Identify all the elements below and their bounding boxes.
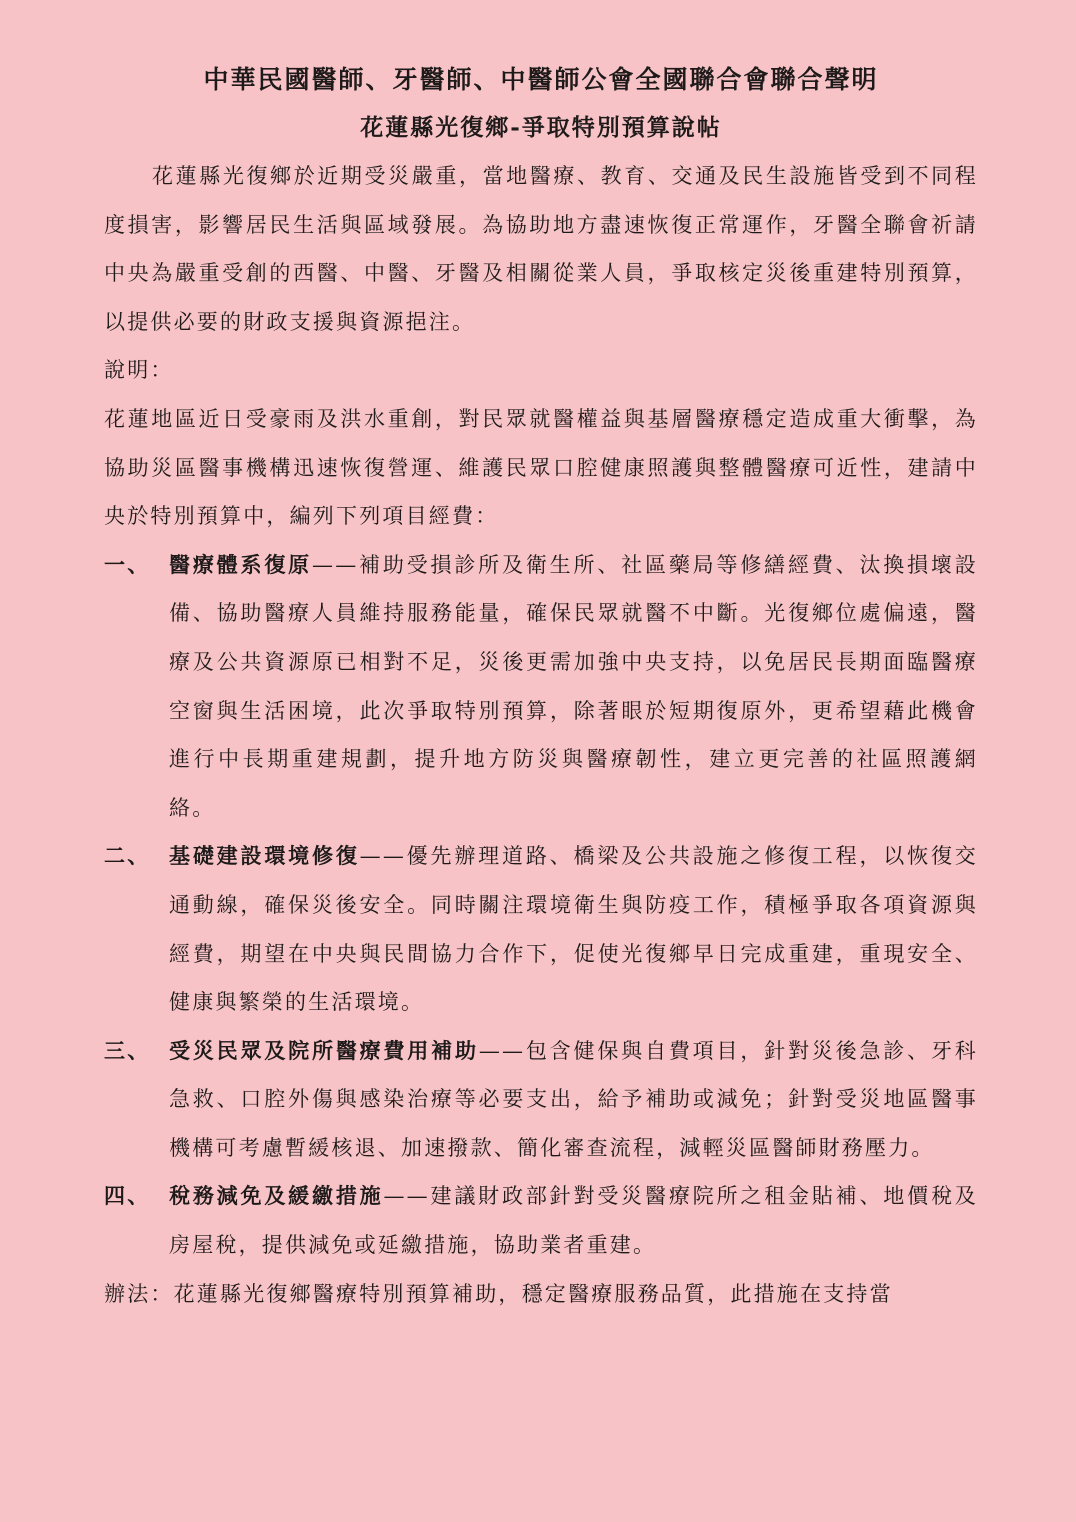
list-item [104,1027,978,1173]
method-paragraph: 辦法：花蓮縣光復鄉醫療特別預算補助，穩定醫療服務品質，此措施在支持當 [104,1281,893,1306]
item-body [169,541,978,833]
item-text: ——補助受損診所及衛生所、社區藥局等修繕經費、汰換損壞設備、協助醫療人員維持服務能量，確保民眾就醫不中斷。光復鄉位處偏遠，醫療及公共資源原已相對不足，災後更需加強中央支持，以免居民長期面臨醫療空窗與生活困境，此次爭取特別預算，除著眼於短期復原外，更希望藉此機會進行中長期重建規劃，提升地方防災與醫療韌性，建立更完善的社區照護網絡。 [169,552,978,820]
item-title: 醫療體系復原 [169,551,312,577]
item-title: 受災民眾及院所醫療費用補助 [169,1037,479,1063]
explanation-label: 說明： [104,358,174,383]
item-number: 一、 [104,551,151,577]
list-item [104,541,978,833]
item-body [169,832,978,1026]
item-text: ——包含健保與自費項目，針對災後急診、牙科急救、口腔外傷與感染治療等必要支出，給予補助或減免；針對受災地區醫事機構可考慮暫緩核退、加速撥款、簡化審查流程，減輕災區醫師財務壓力。 [169,1038,978,1160]
document-title: 中華民國醫師、牙醫師、中醫師公會全國聯合會聯合聲明 [203,65,879,94]
item-number: 二、 [104,843,151,869]
item-title: 稅務減免及緩繳措施 [169,1183,384,1209]
document-subtitle: 花蓮縣光復鄉-爭取特別預算說帖 [360,114,722,141]
item-number: 四、 [104,1183,151,1209]
item-text: ——建議財政部針對受災醫療院所之租金貼補、地價稅及房屋稅，提供減免或延繳措施，協助業者重建。 [169,1184,978,1258]
item-text: ——優先辦理道路、橋梁及公共設施之修復工程，以恢復交通動線，確保災後安全。同時關注環境衛生與防疫工作，積極爭取各項資源與經費，期望在中央與民間協力合作下，促使光復鄉早日完成重建，重現安全、健康與繁榮的生活環境。 [169,844,978,1015]
explanation-paragraph: 花蓮地區近日受豪雨及洪水重創，對民眾就醫權益與基層醫療穩定造成重大衝擊，為協助災區醫事機構迅速恢復營運、維護民眾口腔健康照護與整體醫療可近性，建請中央於特別預算中，編列下列項目經費： [104,406,978,529]
item-body [169,1172,978,1269]
intro-paragraph: 花蓮縣光復鄉於近期受災嚴重，當地醫療、教育、交通及民生設施皆受到不同程度損害，影響居民生活與區域發展。為協助地方盡速恢復正常運作，牙醫全聯會祈請中央為嚴重受創的西醫、中醫、牙醫及相關從業人員，爭取核定災後重建特別預算，以提供必要的財政支援與資源挹注。 [104,164,978,334]
item-body [169,1027,978,1173]
item-number: 三、 [104,1037,151,1063]
list-item [104,832,978,1026]
list-item [104,1172,978,1269]
item-title: 基礎建設環境修復 [169,843,360,869]
